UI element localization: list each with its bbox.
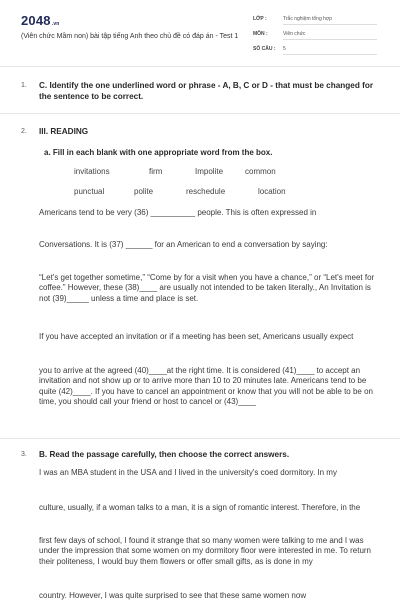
word-reschedule: reschedule	[186, 187, 226, 196]
word-polite: polite	[134, 187, 154, 196]
meta-subject-value: Viên chức	[283, 31, 306, 37]
passage-paragraph: culture, usually, if a woman talks to a man, it is a sign of romantic interest. Therefore, in the	[39, 503, 361, 512]
meta-subject-label: MÔN :	[253, 31, 268, 37]
logo-text: 2048	[21, 13, 51, 28]
word-location: location	[258, 187, 286, 196]
logo-suffix: .vn	[51, 21, 60, 27]
question-divider	[0, 113, 400, 114]
reading-paragraph: you to arrive at the agreed (40)____at the right time. It is considered (41)____ to accept an invitation and not show up or to arrive more than 10 to 20 minutes late. Americans tend to be quite (42)____. If you have to cancel an appointment or know that you will not be able to be on time, you should call your friend or host to cancel or (43)____	[39, 366, 373, 407]
meta-class-rule	[283, 24, 377, 25]
section-heading: III. READING	[39, 127, 89, 136]
question-number: 2.	[21, 128, 27, 135]
passage-paragraph: I was an MBA student in the USA and I lived in the university's coed dormitory. In my	[39, 468, 337, 477]
word-invitations: invitations	[74, 167, 110, 176]
header-divider	[0, 66, 400, 67]
meta-class-label: LỚP :	[253, 16, 267, 22]
reading-instruction: a. Fill in each blank with one appropriate word from the box.	[44, 148, 273, 157]
document-title: (Viên chức Mầm non) bài tập tiếng Anh theo chủ đề có đáp án - Test 1	[21, 33, 239, 40]
question-divider	[0, 438, 400, 439]
question-number: 3.	[21, 451, 27, 458]
passage-paragraph: first few days of school, I found it strange that so many women were talking to me and I was under the impression that some women on my dormitory floor were interested in me. To return their politeness, I would buy them flowers or offer small gifts, as is done in my	[39, 536, 371, 566]
word-impolite: Impolite	[195, 167, 224, 176]
meta-subject-rule	[283, 39, 377, 40]
site-logo[interactable]	[21, 13, 60, 28]
reading-paragraph: “Let's get together sometime,” “Come by for a visit when you have a chance,” or “Let's meet for coffee.” However, these (38)____ are usually not intended to be taken literally., An Invitation is not (39)_____ unless a time and place is set.	[39, 273, 375, 303]
word-firm: firm	[149, 167, 163, 176]
reading-paragraph: Americans tend to be very (36) __________ people. This is often expressed in	[39, 208, 317, 217]
meta-count-label: SỐ CÂU :	[253, 46, 276, 52]
reading-paragraph: Conversations. It is (37) ______ for an American to end a conversation by saying:	[39, 240, 328, 249]
question-text: B. Read the passage carefully, then choose the correct answers.	[39, 450, 290, 459]
reading-paragraph: If you have accepted an invitation or if a meeting has been set, Americans usually expect	[39, 332, 354, 341]
word-punctual: punctual	[74, 187, 105, 196]
passage-paragraph: country. However, I was quite surprised to see that these same women now	[39, 591, 307, 600]
question-number: 1.	[21, 82, 27, 89]
meta-count-rule	[283, 54, 377, 55]
word-common: common	[245, 167, 276, 176]
meta-count-value: 5	[283, 46, 286, 52]
meta-class-value: Trắc nghiệm tổng hợp	[283, 16, 332, 22]
page-header	[0, 0, 400, 66]
question-text: C. Identify the one underlined word or phrase - A, B, C or D - that must be changed for the sentence to be correct.	[39, 81, 374, 101]
